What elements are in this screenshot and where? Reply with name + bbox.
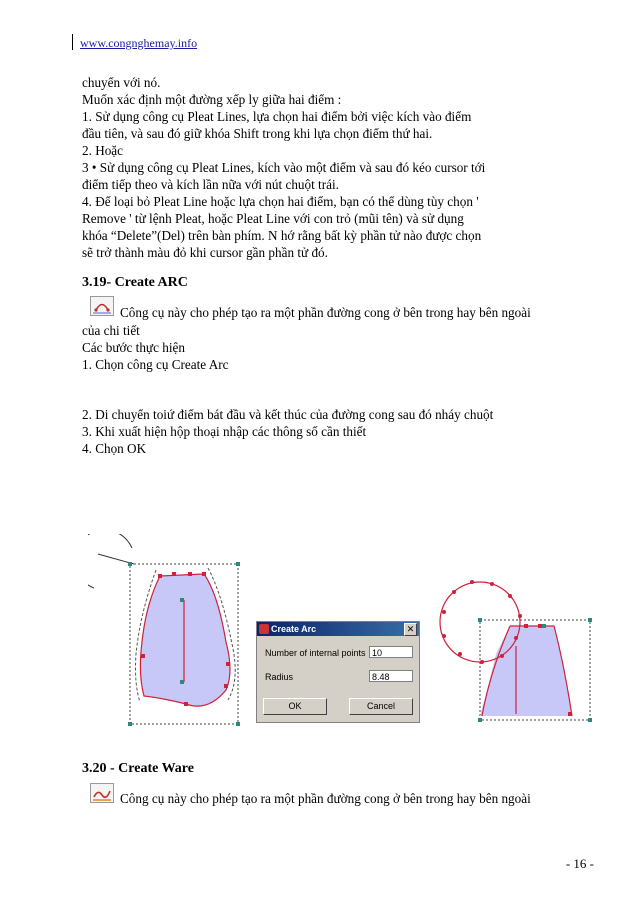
create-arc-dialog [256,621,420,723]
section-heading-arc: 3.19- Create ARC [82,275,188,290]
ware-desc: Công cụ này cho phép tạo ra một phần đường cong ở bên trong hay bên ngoài [120,791,531,806]
create-ware-icon [90,783,114,803]
internal-points-input[interactable]: 10 [369,646,413,658]
arc-step-2: 2. Di chuyển toiứ điểm bát đầu và kết thúc của đường cong sau đó nháy chuột [82,407,494,422]
intro-line-2: Muốn xác định một đường xếp ly giữa hai điểm : [82,92,342,107]
cancel-button[interactable]: Cancel [349,698,413,715]
arc-desc-line-1: Công cụ này cho phép tạo ra một phần đường cong ở bên trong hay bên ngoài [120,305,531,320]
intro-line-1: chuyển với nó. [82,75,161,90]
intro-line-10: khóa “Delete”(Del) trên bàn phím. N hớ rằng bất kỳ phần tử nào được chọn [82,228,482,243]
label-internal-points: Number of internal points [265,648,366,658]
arc-steps-title: Các bước thực hiện [82,340,185,355]
dialog-titlebar [257,622,419,636]
page-number: - 16 - [565,856,594,871]
arc-desc-line-2: của chi tiết [82,323,140,338]
intro-line-5: 2. Hoặc [82,143,124,158]
pattern-figure-right [426,568,596,728]
dialog-app-icon [259,624,269,634]
radius-input[interactable]: 8.48 [369,670,413,682]
pattern-figure-left [88,534,248,734]
section-heading-ware: 3.20 - Create Ware [82,761,194,776]
arc-step-1: 1. Chọn công cụ Create Arc [82,357,229,372]
intro-line-11: sẽ trở thành màu đỏ khi cursor gần phần tử đó. [82,245,328,260]
intro-line-9: Remove ' từ lệnh Pleat, hoặc Pleat Line với con trỏ (mũi tên) và sử dụng [82,211,464,226]
intro-line-8: 4. Để loại bỏ Pleat Line hoặc lựa chọn hai điểm, bạn có thể dùng tùy chọn ' [82,194,479,209]
create-arc-icon [90,296,114,316]
label-radius: Radius [265,672,294,682]
site-link[interactable]: www.congnghemay.info [80,36,198,50]
ok-button[interactable]: OK [263,698,327,715]
dialog-title: Create Arc [271,624,317,634]
intro-line-7: điểm tiếp theo và kích lần nữa với nút chuột trái. [82,177,339,192]
intro-line-3: 1. Sử dụng công cụ Pleat Lines, lựa chọn hai điểm bởi việc kích vào điểm [82,109,472,124]
header-rule [72,34,73,50]
intro-line-6: 3 • Sử dụng công cụ Pleat Lines, kích vào một điểm và sau đó kéo cursor tới [82,160,486,175]
intro-line-4: đầu tiên, và sau đó giữ khóa Shift trong khi lựa chọn điểm thứ hai. [82,126,433,141]
arc-step-4: 4. Chọn OK [82,441,147,456]
close-icon[interactable]: ✕ [404,623,417,636]
arc-step-3: 3. Khi xuất hiện hộp thoại nhập các thông số cần thiết [82,424,367,439]
